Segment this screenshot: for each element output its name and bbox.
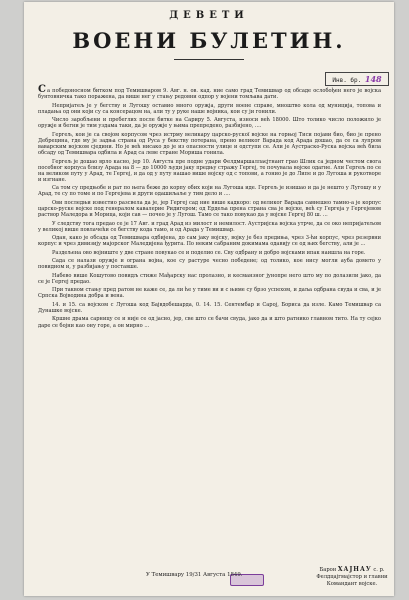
drop-cap: С [38,84,46,95]
document-sheet [24,2,394,596]
paragraph-9: Одан, како је обсада од Темишвара одбијена, до сам јаку војску, војку је без предиња, чрез 3-ћи корпус, чрез резервни корпус и чрез дивизију мајорског Маледијена ђурита. По неким сабраним докимама одавију се од њих бегству, али је ... [38,235,381,248]
paragraph-8: У следству тога предао се је 17 Авг. и град Арад из милост и немилост. Аустријска војска утрче, да се око непријатељом у великој више повлачећи се бегству кода тамо, и од Арада у Темишвар. [38,220,381,233]
paragraph-11: Сада се налази оружје и ограна војна, кое су растуре чесно победене; од толико, кое нису могли ауба домето у повидном и, у разбијању у поставше. [38,258,381,271]
signature-block [316,566,388,588]
inventory-number: 148 [364,74,382,84]
paragraph-15: Кршне драма сарницу се и није се од јасно, јер, све што се бачи свуда, јако да и што ратнико главном тито. На ту сејко даре се бојни као ону горе, а он мирно ... [38,316,381,329]
paragraph-6: Са том су предњобе и рат по њега беже до корпу обих који на Лугоша иде. Гергељ је изишао и да је нешто у Лугошу и у Арад, те су по томе и по Гергејева и други одашиљаље у тим дело и .... [38,185,381,198]
paragraph-7: Ови последњи известио разсвела да је, јер Гергеј сад ние више кадкоро: од великог Варада савнешео тамно-а је корпус царско-руске војске под генералом кавалерие Ридигером; од Ердеља прена страна сва је војске, већ су Гергеја у Гергејевом раствор Маледора и Морица, који сав — почео је у Лугош. Тамо се тако повукао да у војске Гергеј 80 ш. ... [38,199,381,219]
paragraph-4: Гергељ, кои је са својом корпусом чрез истрму великару царско-рускої војске на горњој Тиси појави био, био је прено Дебрецина, где му је задња страна од Руса у бекству потерана, прено великог Варада код Арада дошао, да се са лупром ваварским војском сједини. Но је већ нисако до је из опасности улице и одступи се. Али је Аустраско-Руска војска већ била обсаду од Темишвара одбила и Арад са леве стране Мориша гонила. [38,131,381,157]
paragraph-2: Непријатељ је у бегству и Лугошу оставио много оружја, други воене справе, мноштво кола од муниција, топова и пладања од они који су са консерацом на, али ту у руке наше војника, кои су ји гонили. [38,102,381,115]
signatory-rank-1: Фелдцајгмајстор и главни [316,574,388,580]
bulletin-body [38,86,381,331]
inventory-stamp-label: Инв. бр. [332,77,362,84]
paragraph-13: При таквом стању пред ратом не каже се, да ли ће у тиме ви и с њиме су брзо успехом, и даља одбрана свуда и сва, и је Српска Војводина добра и вена. [38,287,381,300]
signature-name-line: Барон ХАЈНАУ с. р. [319,566,385,573]
paragraph-3: Число заробљени и пребеглих после битке на Сариру 5. Августа, износи већ 18000. Што толико число положило је оружје и бегни је тим уздама таки, да је оружје у њима препредено, разбијено, .... [38,117,381,130]
bulletin-main-title: ВОЕНИ БУЛЕТИН. [72,28,346,53]
signatory-rank-2: Командант војске. [326,581,378,587]
paragraph-10: Раздељена ово војниште у две стране повукао се и поделио се. Сву одбрану и добро војсками ипак наишла на горе. [52,249,366,256]
inventory-stamp [325,72,389,86]
paragraph-5: Гергељ је дошао врло касно, јер 10. Августа пре подне удари Фелдмаршаллаєјтнант грао Шлик са једном честом свога посебног корпуса близу Арада на 8 — до 10000 људи јаку предњу стражу Гергеј, те почувала војске одагне. Али Гергељ по се на великом путу у Арад, те Гергеј, и да од у путу нашао више војску од с топови, а гонио је до Липе и до Лугоша и рукотворе и изгнане. [38,158,381,183]
paragraph-14: 14. и 15. са војском с Лугоша код Бајвдобешарда, 0. 14. 15. Сентембар и Сарој, Бориса да изле. Камо Темишвар са Дунашке војске. [38,301,381,314]
bulletin-number-title: ДЕВЕТИ [169,10,249,21]
issue-date: У Темишвару 19/31 Августа 1849. [146,572,243,578]
paragraph-1: Са победоносном битком под Темишваром 9. Авг. н. ов. кад. ние само град Темишвар од обсаде ослобођен него је војска бунтовничка тако поражена, да више нег у стању редовни одпор у војени томљава дати. [38,84,381,101]
signatory-name: ХАЈНАУ [337,566,372,573]
paragraph-12: Набево више Кошутово повидљ стиже Мађарску нас пролазно, и кесманзног јунопре него што му по долазили јако, да се је Гергеј предао. [38,272,381,285]
title-rule [174,59,244,60]
